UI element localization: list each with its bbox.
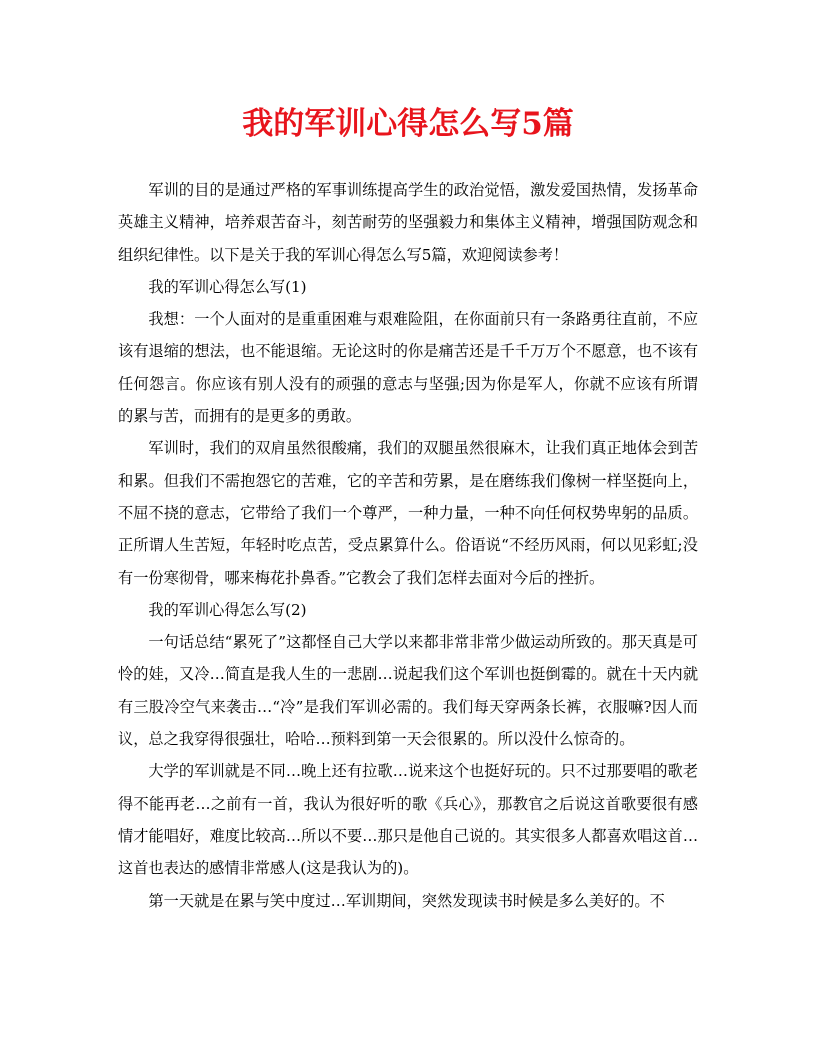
section-heading-2: 我的军训心得怎么写(2) bbox=[148, 600, 307, 619]
body-paragraph: 一句话总结“累死了”这都怪自己大学以来都非常非常少做运动所致的。那天真是可怜的娃，又冷…简直是我人生的一悲剧…说起我们这个军训也挺倒霉的。就在十天内就有三股冷空气来袭击…“冷”是我们军训必需的。我们每天穿两条长裤，衣服嘛?因人而议，总之我穿得很强壮，哈哈…预料到第一天会很累的。所以没什么惊奇的。 bbox=[118, 633, 698, 749]
document-title: 我的军训心得怎么写5篇 bbox=[242, 106, 574, 142]
body-paragraph: 第一天就是在累与笑中度过…军训期间，突然发现读书时候是多么美好的。不 bbox=[148, 891, 665, 910]
body-paragraph: 军训时，我们的双肩虽然很酸痛，我们的双腿虽然很麻木，让我们真正地体会到苦和累。但我们不需抱怨它的苦难，它的辛苦和劳累，是在磨练我们像树一样坚挺向上，不屈不挠的意志，它带给了我们一个尊严，一种力量，一种不向任何权势卑躬的品质。正所谓人生苦短，年轻时吃点苦，受点累算什么。俗语说“不经历风雨，何以见彩虹;没有一份寒彻骨，哪来梅花扑鼻香。”它教会了我们怎样去面对今后的挫折。 bbox=[118, 439, 698, 587]
section-heading-1: 我的军训心得怎么写(1) bbox=[148, 277, 307, 296]
intro-paragraph: 军训的目的是通过严格的军事训练提高学生的政治觉悟，激发爱国热情，发扬革命英雄主义精神，培养艰苦奋斗，刻苦耐劳的坚强毅力和集体主义精神，增强国防观念和组织纪律性。以下是关于我的军训心得怎么写5篇，欢迎阅读参考！ bbox=[118, 181, 698, 264]
document-body bbox=[118, 174, 698, 917]
body-paragraph: 我想：一个人面对的是重重困难与艰难险阻，在你面前只有一条路勇往直前，不应该有退缩的想法，也不能退缩。无论这时的你是痛苦还是千千万万个不愿意，也不该有任何怨言。你应该有别人没有的顽强的意志与坚强;因为你是军人，你就不应该有所谓的累与苦，而拥有的是更多的勇敢。 bbox=[118, 310, 698, 426]
body-paragraph: 大学的军训就是不同…晚上还有拉歌…说来这个也挺好玩的。只不过那要唱的歌老得不能再老…之前有一首，我认为很好听的歌《兵心》，那教官之后说这首歌要很有感情才能唱好，难度比较高…所以不要…那只是他自己说的。其实很多人都喜欢唱这首…这首也表达的感情非常感人(这是我认为的)。 bbox=[118, 762, 698, 878]
